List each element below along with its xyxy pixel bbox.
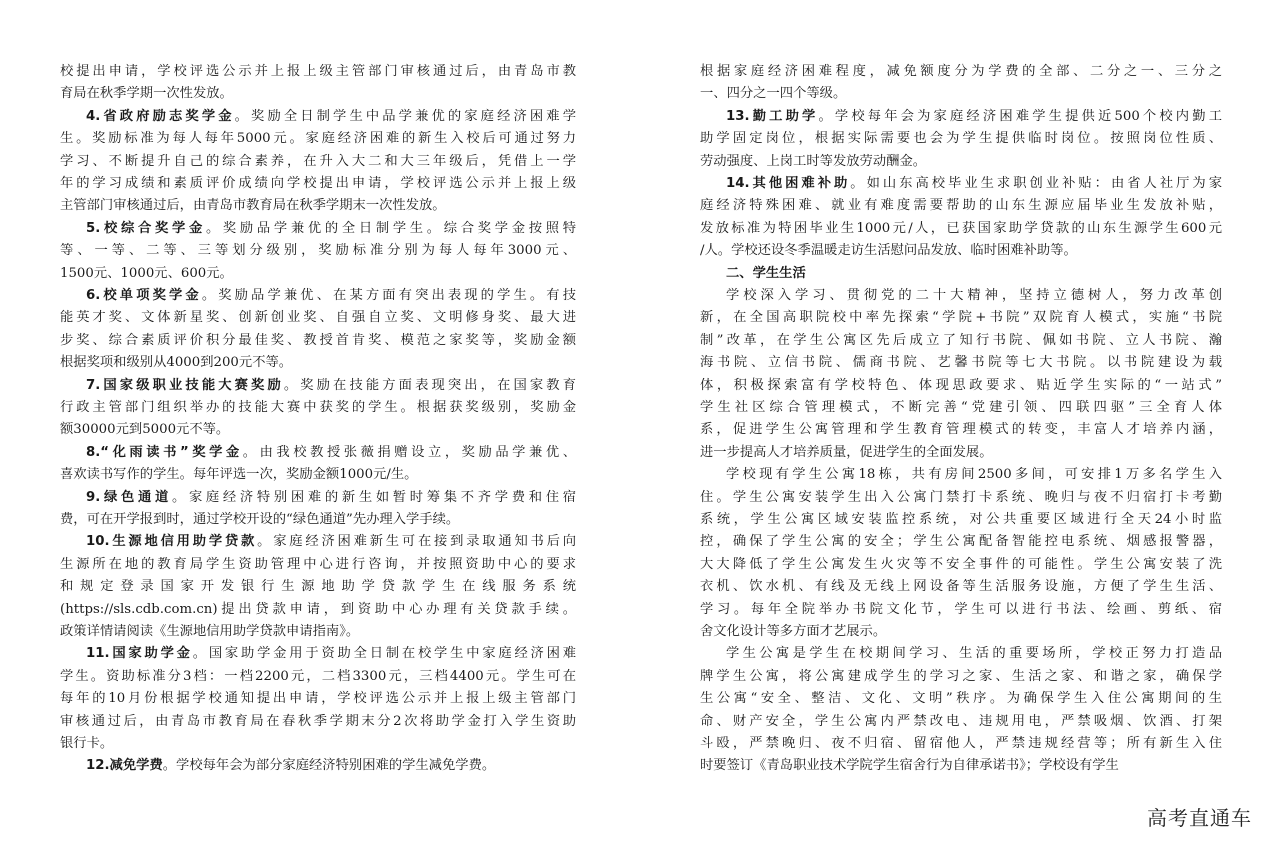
text-line (726, 464, 1222, 486)
text-line (60, 397, 576, 419)
text-line (726, 285, 1222, 307)
text-line (60, 307, 576, 329)
line-text: 体，积极探索富有学校特色、体现思政要求、贴近学生实际的“一站式” (700, 377, 1222, 393)
line-text: 校提出申请，学校评选公示并上报上级主管部门审核通过后，由青岛市教 (60, 64, 576, 79)
line-text: 育局在秋季学期一次性发放。 (60, 86, 233, 102)
section-heading: 5.校综合奖学金 (86, 220, 206, 236)
text-line (700, 733, 1222, 755)
text-line (700, 554, 1222, 576)
line-text: 控，确保了学生公寓的安全；学生公寓配备智能控电系统、烟感报警器， (700, 534, 1222, 550)
text-line (60, 464, 576, 486)
line-text: (https://sls.cdb.com.cn)提出贷款申请，到资助中心办理有关贷款手续。 (60, 601, 576, 617)
text-line (86, 755, 576, 777)
section-heading: 14.其他困难补助 (726, 176, 851, 191)
section-heading: 12.减免学费 (86, 758, 163, 774)
text-line (60, 711, 576, 733)
text-line (700, 218, 1222, 240)
text-line (60, 195, 576, 217)
line-text: 。国家助学金用于资助全日制在校学生中家庭经济困难 (192, 646, 576, 662)
text-line (726, 173, 1222, 195)
text-line (60, 240, 576, 262)
text-line (700, 61, 1222, 83)
line-text: 生源所在地的教育局学生资助管理中心进行咨询，并按照资助中心的要求 (60, 556, 576, 572)
text-line (60, 419, 576, 441)
line-text: 。奖励在技能方面表现突出，在国家教育 (283, 377, 576, 393)
text-line (700, 531, 1222, 553)
line-text: 学校现有学生公寓18栋，共有房间2500多间，可安排1万多名学生入 (726, 467, 1222, 483)
line-text: 学生社区综合管理模式，不断完善“党建引领、四联四驱”三全育人体 (700, 400, 1222, 415)
line-text: 银行卡。 (60, 736, 114, 751)
section-heading: 二、学生生活 (726, 265, 806, 281)
text-line (86, 375, 576, 397)
line-text: 。奖励品学兼优、在某方面有突出表现的学生。有技 (201, 288, 576, 303)
line-text: 。奖励品学兼优的全日制学生。综合奖学金按照特 (205, 220, 576, 236)
line-text: 时要签订《青岛职业技术学院学生宿舍行为自律承诺书》；学校设有学生 (700, 758, 1119, 774)
line-text: 助学固定岗位，根据实际需要也会为学生提供临时岗位。按照岗位性质、 (700, 131, 1222, 147)
line-text: 大大降低了学生公寓发生火灾等不安全事件的可能性。学生公寓安装了洗 (700, 556, 1222, 572)
line-text: 根据家庭经济困难程度，减免额度分为学费的全部、二分之一、三分之 (700, 64, 1222, 79)
line-text: 。家庭经济困难新生可在接到录取通知书后向 (257, 534, 577, 550)
section-heading: 13.勤工助学 (726, 108, 819, 124)
line-text: 年的学习成绩和素质评价成绩向学校提出申请，学校评选公示并上报上级 (60, 176, 576, 191)
text-line (86, 285, 576, 307)
text-line (60, 263, 576, 285)
line-text: 根据奖项和级别从4000到200元不等。 (60, 355, 293, 371)
line-text: 海书院、立信书院、儒商书院、艺馨书院等七大书院。以书院建设为载 (700, 355, 1222, 371)
text-line (726, 263, 1222, 285)
text-line (700, 666, 1222, 688)
text-line (700, 375, 1222, 397)
line-text: 费，可在开学报到时，通过学校开设的“绿色通道”先办理入学手续。 (60, 512, 460, 527)
line-text: 行政主管部门组织举办的技能大赛中获奖的学生。根据获奖级别，奖励金 (60, 400, 576, 415)
text-line (700, 599, 1222, 621)
text-line (86, 531, 576, 553)
text-line (726, 106, 1222, 128)
line-text: 生。奖励标准为每人每年5000元。家庭经济困难的新生入校后可通过努力 (60, 131, 576, 147)
line-text: 制”改革，在学生公寓区先后成立了知行书院、佩如书院、立人书院、瀚 (700, 332, 1222, 348)
text-line (60, 621, 576, 643)
text-line (60, 666, 576, 688)
line-text: 学习、不断提升自己的综合素养，在升入大二和大三年级后，凭借上一学 (60, 153, 576, 169)
text-line (86, 442, 576, 464)
watermark: 高考直通车 (1147, 806, 1252, 830)
text-line (700, 621, 1222, 643)
line-text: 舍文化设计等多方面才艺展示。 (700, 624, 887, 639)
section-heading: 8.“化雨读书”奖学金 (86, 444, 243, 460)
section-heading: 11.国家助学金 (86, 646, 193, 662)
line-text: 学校深入学习、贯彻党的二十大精神，坚持立德树人，努力改革创 (726, 288, 1222, 303)
line-text: 能英才奖、文体新星奖、创新创业奖、自强自立奖、文明修身奖、最大进 (60, 310, 576, 326)
section-heading: 9.绿色通道 (86, 489, 172, 505)
text-line (60, 599, 576, 621)
text-line (60, 509, 576, 531)
section-heading: 7.国家级职业技能大赛奖励 (86, 377, 284, 393)
line-text: 衣机、饮水机、有线及无线上网设备等生活服务设施，方便了学生生活、 (700, 579, 1222, 595)
text-line (60, 173, 576, 195)
line-text: 每年的10月份根据学校通知提出申请，学校评选公示并上报上级主管部门 (60, 691, 576, 707)
line-text: 生公寓“安全、整洁、文化、文明”秩序。为确保学生入住公寓期间的生 (700, 691, 1222, 707)
line-text: 学习。每年全院举办书院文化节，学生可以进行书法、绘画、剪纸、宿 (700, 601, 1222, 617)
text-line (726, 643, 1222, 665)
text-line (86, 643, 576, 665)
line-text: 。如山东高校毕业生求职创业补贴：由省人社厅为家 (850, 176, 1222, 191)
text-line (700, 240, 1222, 262)
text-line (700, 487, 1222, 509)
line-text: 进一步提高人才培养质量，促进学生的全面发展。 (700, 444, 993, 460)
line-text: 学生公寓是学生在校期间学习、生活的重要场所，学校正努力打造品 (726, 646, 1222, 662)
line-text: 和规定登录国家开发银行生源地助学贷款学生在线服务系统 (60, 579, 576, 595)
text-line (60, 151, 576, 173)
text-line (60, 330, 576, 352)
line-text: 牌学生公寓，将公寓建成学生的学习之家、生活之家、和谐之家，确保学 (700, 668, 1222, 684)
line-text: 发放标准为特困毕业生1000元/人，已获国家助学贷款的山东生源学生600元 (700, 220, 1222, 236)
line-text: 庭经济特殊困难、就业有难度需要帮助的山东生源应届毕业生发放补贴， (700, 198, 1222, 214)
section-heading: 6.校单项奖学金 (86, 288, 202, 303)
text-line (700, 688, 1222, 710)
text-line (700, 397, 1222, 419)
section-heading: 10.生源地信用助学贷款 (86, 534, 258, 550)
line-text: 喜欢读书写作的学生。每年评选一次，奖励金额1000元/生。 (60, 467, 418, 483)
text-line (60, 83, 576, 105)
text-line (86, 487, 576, 509)
line-text: 住。学生公寓安装学生出入公寓门禁打卡系统、晚归与夜不归宿打卡考勤 (700, 489, 1222, 505)
text-line (60, 61, 576, 83)
line-text: /人。学校还设冬季温暖走访生活慰问品发放、临时困难补助等。 (700, 243, 1077, 259)
line-text: 1500元、1000元、600元。 (60, 265, 233, 281)
line-text: 政策详情请阅读《生源地信用助学贷款申请指南》。 (60, 624, 360, 639)
line-text: 学生。资助标准分3档：一档2200元，二档3300元，三档4400元。学生可在 (60, 668, 576, 684)
line-text: 。家庭经济特别困难的新生如暂时筹集不齐学费和住宿 (171, 489, 576, 505)
text-line (700, 352, 1222, 374)
text-line (86, 106, 576, 128)
text-line (700, 151, 1222, 173)
line-text: 等、一等、二等、三等划分级别，奖励标准分别为每人每年3000元、 (60, 243, 576, 259)
text-line (60, 576, 576, 598)
text-line (700, 576, 1222, 598)
line-text: 新，在全国高职院校中率先探索“学院+书院”双院育人模式，实施“书院 (700, 310, 1222, 326)
text-line (700, 442, 1222, 464)
text-line (700, 195, 1222, 217)
text-line (700, 419, 1222, 441)
line-text: 。学校每年会为部分家庭经济特别困难的学生减免学费。 (162, 758, 496, 774)
line-text: 主管部门审核通过后，由青岛市教育局在秋季学期末一次性发放。 (60, 198, 446, 214)
line-text: 步奖、综合素质评价积分最佳奖、教授首肯奖、模范之家奖等，奖励金额 (60, 332, 576, 348)
text-line (60, 688, 576, 710)
line-text: 审核通过后，由青岛市教育局在春秋季学期末分2次将助学金打入学生资助 (60, 713, 576, 729)
text-line (700, 711, 1222, 733)
text-line (700, 509, 1222, 531)
line-text: 。学校每年会为家庭经济困难学生提供近500个校内勤工 (818, 108, 1222, 124)
text-line (700, 307, 1222, 329)
text-line (700, 128, 1222, 150)
text-line (700, 755, 1222, 777)
section-heading: 4.省政府励志奖学金 (86, 108, 235, 124)
line-text: 劳动强度、上岗工时等发放劳动酬金。 (700, 153, 927, 169)
line-text: 系，促进学生公寓管理和学生教育管理模式的转变，丰富人才培养内涵， (700, 422, 1222, 438)
line-text: 斗殴，严禁晚归、夜不归宿、留宿他人，严禁违规经营等；所有新生入住 (700, 736, 1222, 751)
text-line (60, 128, 576, 150)
line-text: 一、四分之一四个等级。 (700, 86, 847, 102)
text-line (86, 218, 576, 240)
line-text: 命、财产安全，学生公寓内严禁改电、违规用电，严禁吸烟、饮酒、打架 (700, 713, 1222, 729)
line-text: 系统，学生公寓区域安装监控系统，对公共重要区域进行全天24小时监 (700, 512, 1222, 527)
text-line (60, 352, 576, 374)
line-text: 。由我校教授张薇捐赠设立，奖励品学兼优、 (242, 444, 577, 460)
text-line (700, 83, 1222, 105)
text-line (60, 554, 576, 576)
line-text: 额30000元到5000元不等。 (60, 422, 230, 438)
line-text: 。奖励全日制学生中品学兼优的家庭经济困难学 (234, 108, 576, 124)
text-line (700, 330, 1222, 352)
text-line (60, 733, 576, 755)
